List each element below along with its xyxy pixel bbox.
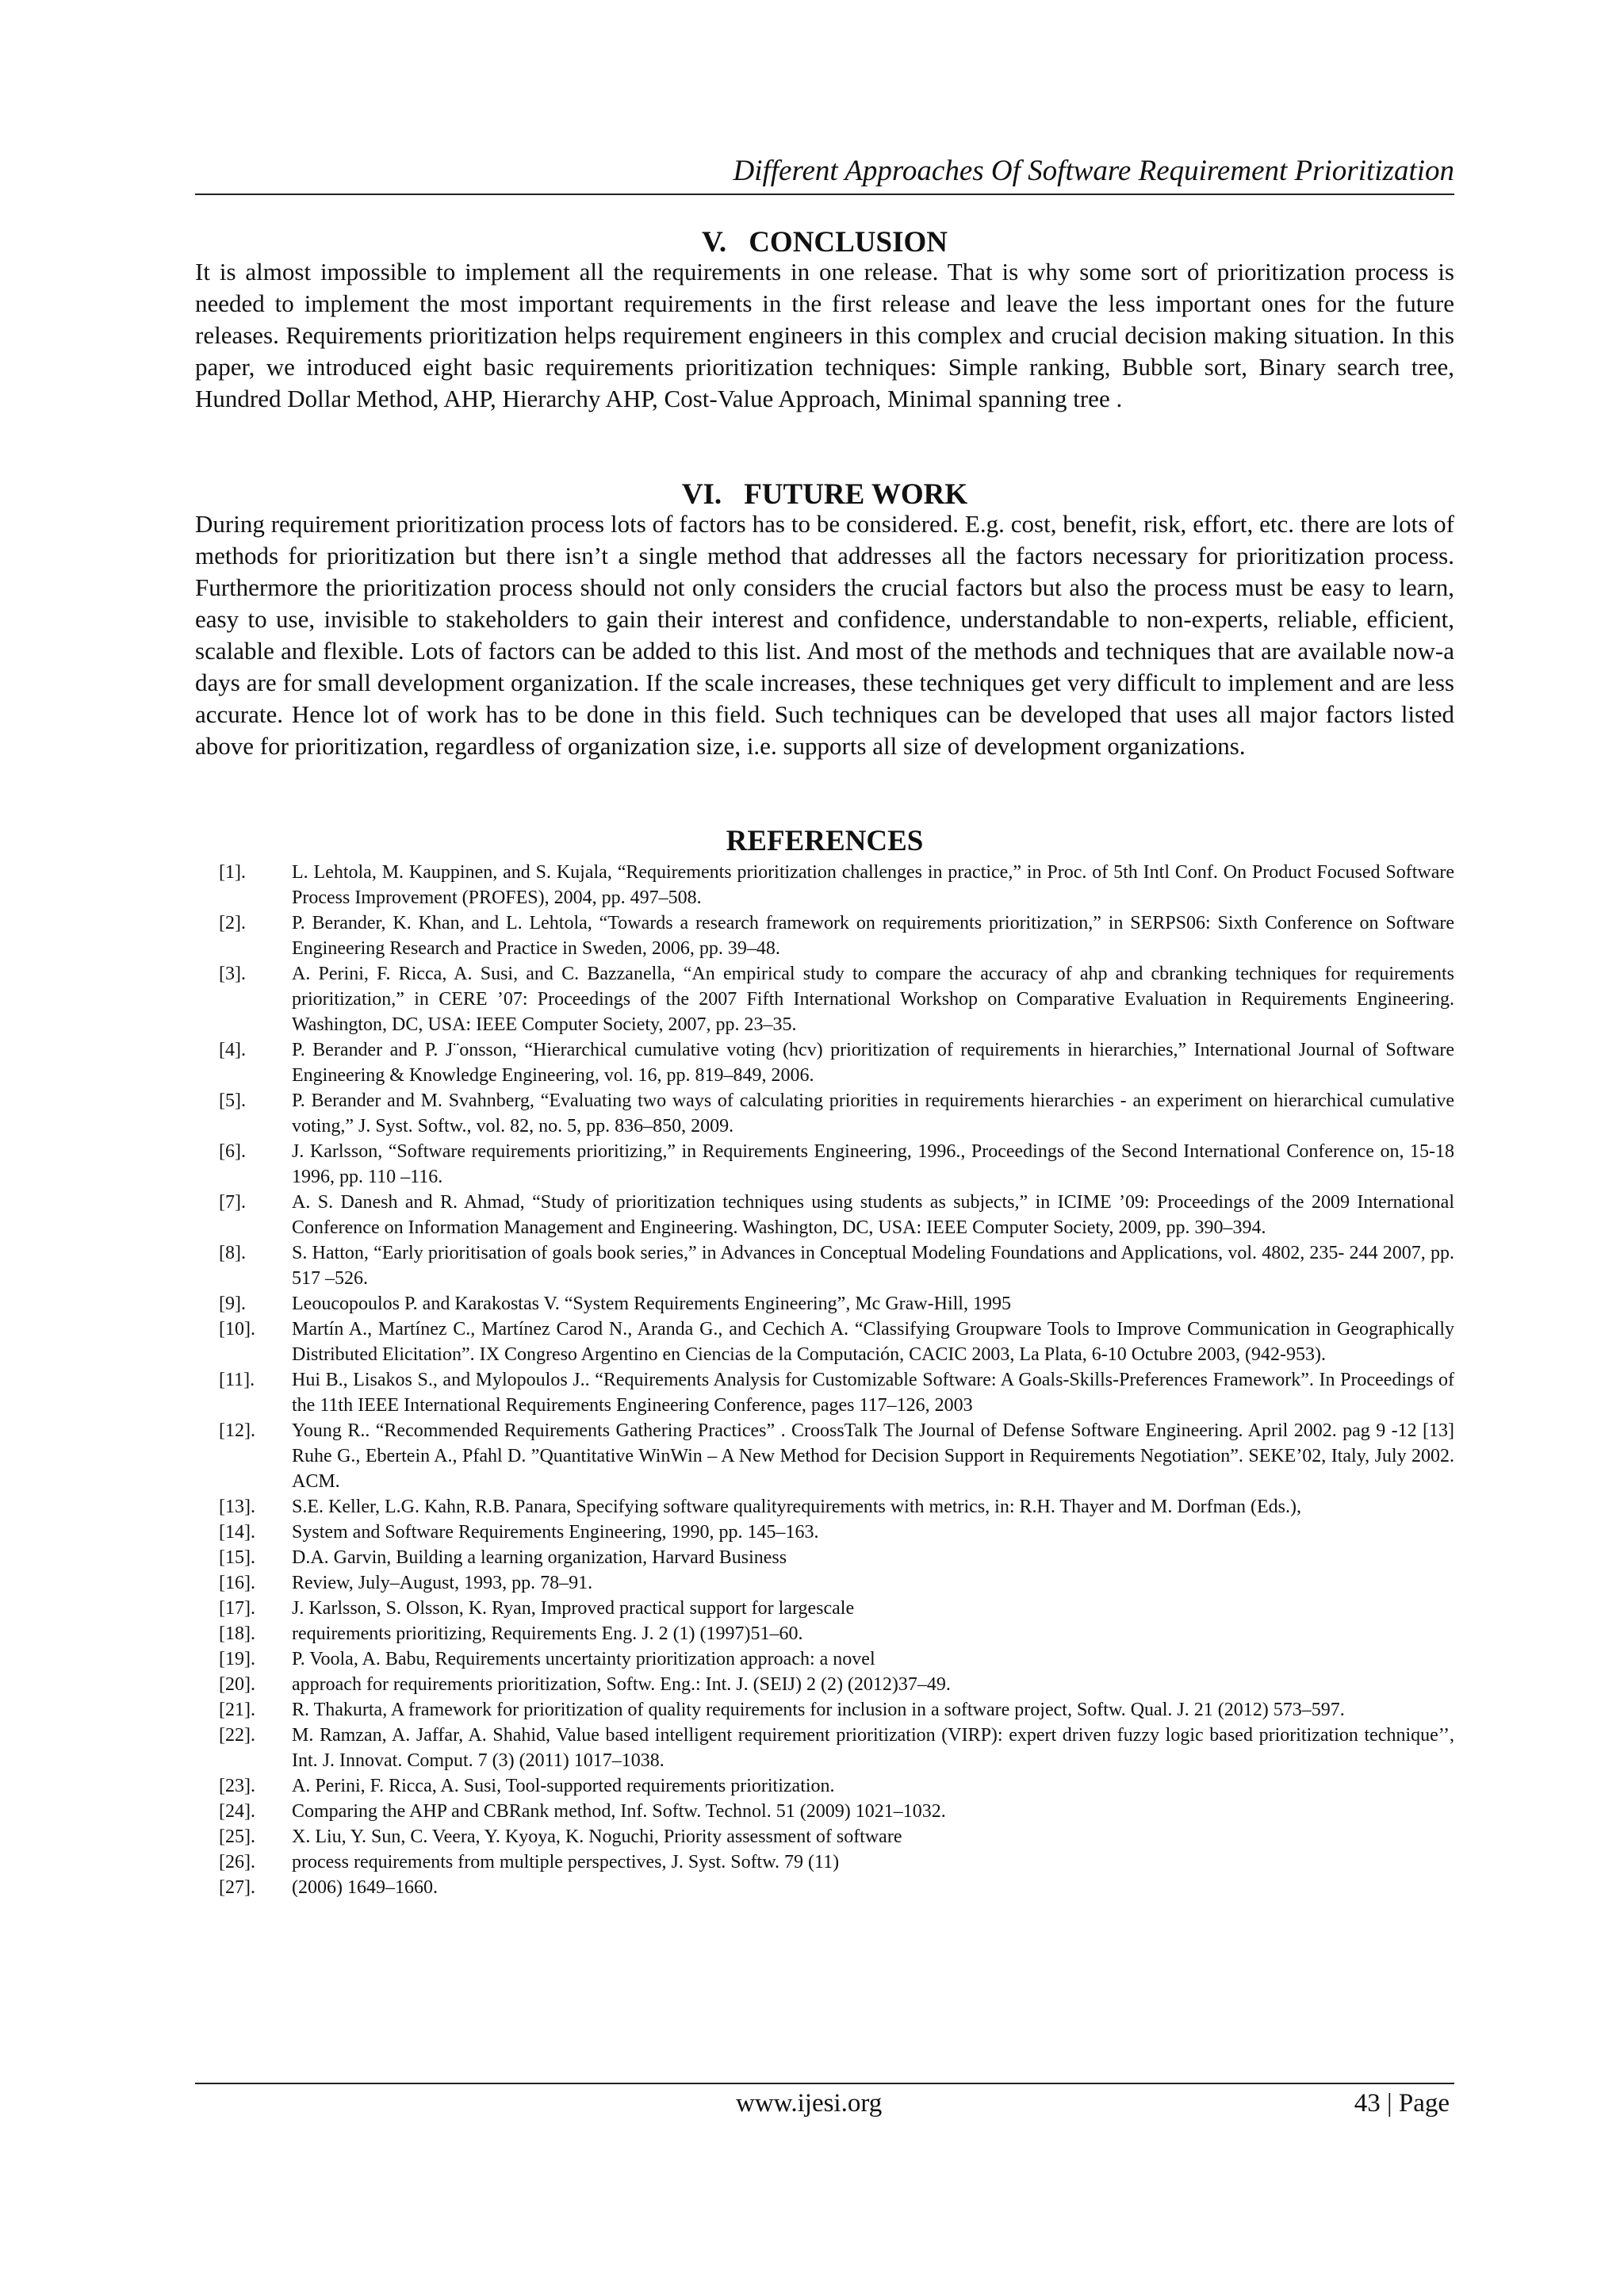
future-work-number: VI. bbox=[681, 478, 722, 511]
reference-item bbox=[195, 1291, 1454, 1317]
reference-number: [7]. bbox=[219, 1192, 246, 1213]
reference-item bbox=[195, 1190, 1454, 1240]
reference-text: Young R.. “Recommended Requirements Gathering Practices” . CroossTalk The Journal of Defense Software Engineering. April 2002. pag 9 -12 [13] Ruhe G., Ebertein A., Pfahl D. ”Quantitative WinWin – A New Method for Decision Support in Requirements Negotiation”. SEKE’02, Italy, July 2002. ACM. bbox=[292, 1420, 1454, 1492]
future-work-text: During requirement prioritization process lots of factors has to be considered. E.g. cost, benefit, risk, effort, etc. there are lots of methods for prioritization but there isn’t a single method that addresses all the factors necessary for prioritization process. Furthermore the prioritization process should not only considers the crucial factors but also the process must be easy to learn, easy to use, invisible to stakeholders to gain their interest and confidence, understandable to non-experts, reliable, efficient, scalable and flexible. Lots of factors can be added to this list. And most of the methods and techniques that are available now-a days are for small development organization. If the scale increases, these techniques get very difficult to implement and are less accurate. Hence lot of work has to be done in this field. Such techniques can be developed that uses all major factors listed above for prioritization, regardless of organization size, i.e. supports all size of development organizations. bbox=[195, 510, 1454, 760]
reference-item bbox=[195, 1367, 1454, 1418]
reference-number: [23]. bbox=[219, 1776, 255, 1796]
reference-item bbox=[195, 1824, 1454, 1849]
reference-text: process requirements from multiple perspectives, J. Syst. Softw. 79 (11) bbox=[292, 1852, 840, 1872]
reference-item bbox=[195, 1646, 1454, 1672]
reference-text: J. Karlsson, “Software requirements prioritizing,” in Requirements Engineering, 1996., Proceedings of the Second International Conference on, 15-18 1996, pp. 110 –116. bbox=[292, 1141, 1454, 1187]
reference-number: [3]. bbox=[219, 964, 246, 984]
reference-number: [12]. bbox=[219, 1420, 255, 1441]
reference-text: Review, July–August, 1993, pp. 78–91. bbox=[292, 1573, 593, 1593]
reference-number: [16]. bbox=[219, 1573, 255, 1593]
reference-item bbox=[195, 961, 1454, 1037]
reference-number: [14]. bbox=[219, 1522, 255, 1543]
reference-item bbox=[195, 1799, 1454, 1824]
reference-text: Hui B., Lisakos S., and Mylopoulos J.. “Requirements Analysis for Customizable Software: A Goals-Skills-Preferences Framework”. In Proceedings of the 11th IEEE International Requirements Engineering Conference, pages 117–126, 2003 bbox=[292, 1370, 1454, 1416]
reference-text: approach for requirements prioritization, Softw. Eng.: Int. J. (SEIJ) 2 (2) (2012)37–49. bbox=[292, 1674, 951, 1695]
references-heading: REFERENCES bbox=[726, 825, 924, 857]
reference-number: [21]. bbox=[219, 1700, 255, 1720]
footer-url: www.ijesi.org bbox=[736, 2089, 883, 2118]
reference-number: [18]. bbox=[219, 1623, 255, 1644]
reference-text: Martín A., Martínez C., Martínez Carod N., Aranda G., and Cechich A. “Classifying Groupware Tools to Improve Communication in Geographically Distributed Elicitation”. IX Congreso Argentino en Ciencias de la Computación, CACIC 2003, La Plata, 6-10 Octubre 2003, (942-953). bbox=[292, 1319, 1454, 1365]
reference-text: J. Karlsson, S. Olsson, K. Ryan, Improved practical support for largescale bbox=[292, 1598, 855, 1619]
reference-item bbox=[195, 1596, 1454, 1621]
reference-number: [22]. bbox=[219, 1725, 255, 1746]
reference-text: requirements prioritizing, Requirements Eng. J. 2 (1) (1997)51–60. bbox=[292, 1623, 803, 1644]
reference-item bbox=[195, 1037, 1454, 1088]
conclusion-text: It is almost impossible to implement all the requirements in one release. That is why some sort of prioritization process is needed to implement the most important requirements in the first release and leave the less important ones for the future releases. Requirements prioritization helps requirement engineers in this complex and crucial decision making situation. In this paper, we introduced eight basic requirements prioritization techniques: Simple ranking, Bubble sort, Binary search tree, Hundred Dollar Method, AHP, Hierarchy AHP, Cost-Value Approach, Minimal spanning tree . bbox=[195, 258, 1454, 412]
reference-item bbox=[195, 1139, 1454, 1190]
reference-number: [24]. bbox=[219, 1801, 255, 1822]
reference-text: Comparing the AHP and CBRank method, Inf. Softw. Technol. 51 (2009) 1021–1032. bbox=[292, 1801, 946, 1822]
footer-rule bbox=[195, 2083, 1454, 2084]
reference-number: [20]. bbox=[219, 1674, 255, 1695]
reference-number: [5]. bbox=[219, 1091, 246, 1111]
reference-number: [15]. bbox=[219, 1547, 255, 1568]
reference-item bbox=[195, 1697, 1454, 1723]
reference-number: [26]. bbox=[219, 1852, 255, 1872]
reference-item bbox=[195, 1418, 1454, 1494]
reference-item bbox=[195, 1240, 1454, 1291]
reference-number: [13]. bbox=[219, 1497, 255, 1517]
reference-text: S.E. Keller, L.G. Kahn, R.B. Panara, Specifying software qualityrequirements with metrics, in: R.H. Thayer and M. Dorfman (Eds.), bbox=[292, 1497, 1301, 1517]
reference-item bbox=[195, 1849, 1454, 1875]
reference-text: P. Berander, K. Khan, and L. Lehtola, “Towards a research framework on requirements prioritization,” in SERPS06: Sixth Conference on Software Engineering Research and Practice in Sweden, 2006, pp. 39–48. bbox=[292, 913, 1454, 959]
reference-number: [27]. bbox=[219, 1877, 255, 1898]
reference-text: P. Berander and M. Svahnberg, “Evaluating two ways of calculating priorities in requirements hierarchies - an experiment on hierarchical cumulative voting,” J. Syst. Softw., vol. 82, no. 5, pp. 836–850, 2009. bbox=[292, 1091, 1454, 1137]
reference-number: [6]. bbox=[219, 1141, 246, 1162]
reference-item bbox=[195, 1723, 1454, 1773]
reference-text: D.A. Garvin, Building a learning organization, Harvard Business bbox=[292, 1547, 787, 1568]
reference-item bbox=[195, 1672, 1454, 1697]
reference-text: R. Thakurta, A framework for prioritization of quality requirements for inclusion in a software project, Softw. Qual. J. 21 (2012) 573–597. bbox=[292, 1700, 1345, 1720]
reference-item bbox=[195, 860, 1454, 910]
running-header: Different Approaches Of Software Requirement Prioritization bbox=[733, 155, 1454, 187]
reference-text: A. Perini, F. Ricca, A. Susi, Tool-supported requirements prioritization. bbox=[292, 1776, 835, 1796]
reference-list bbox=[195, 860, 1454, 1900]
reference-number: [17]. bbox=[219, 1598, 255, 1619]
footer-page-number: 43 | Page bbox=[1354, 2089, 1450, 2118]
reference-item bbox=[195, 1545, 1454, 1570]
conclusion-number: V. bbox=[701, 226, 727, 259]
reference-text: X. Liu, Y. Sun, C. Veera, Y. Kyoya, K. Noguchi, Priority assessment of software bbox=[292, 1826, 902, 1847]
reference-item bbox=[195, 1621, 1454, 1646]
conclusion-title: CONCLUSION bbox=[749, 226, 948, 259]
reference-item bbox=[195, 1317, 1454, 1367]
reference-text: P. Voola, A. Babu, Requirements uncertainty prioritization approach: a novel bbox=[292, 1649, 875, 1669]
reference-item bbox=[195, 1773, 1454, 1799]
reference-number: [8]. bbox=[219, 1243, 246, 1263]
reference-number: [1]. bbox=[219, 862, 246, 883]
reference-text: S. Hatton, “Early prioritisation of goals book series,” in Advances in Conceptual Modeling Foundations and Applications, vol. 4802, 235- 244 2007, pp. 517 –526. bbox=[292, 1243, 1454, 1289]
reference-item bbox=[195, 1494, 1454, 1520]
reference-text: Leoucopoulos P. and Karakostas V. “System Requirements Engineering”, Mc Graw-Hill, 1995 bbox=[292, 1294, 1011, 1314]
reference-number: [25]. bbox=[219, 1826, 255, 1847]
reference-text: (2006) 1649–1660. bbox=[292, 1877, 438, 1898]
reference-text: P. Berander and P. J¨onsson, “Hierarchical cumulative voting (hcv) prioritization of requirements in hierarchies,” International Journal of Software Engineering & Knowledge Engineering, vol. 16, pp. 819–849, 2006. bbox=[292, 1040, 1454, 1086]
future-work-title: FUTURE WORK bbox=[744, 478, 968, 511]
reference-item bbox=[195, 1570, 1454, 1596]
reference-text: A. S. Danesh and R. Ahmad, “Study of prioritization techniques using students as subjects,” in ICIME ’09: Proceedings of the 2009 International Conference on Information Management and Engineering. Washington, DC, USA: IEEE Computer Society, 2009, pp. 390–394. bbox=[292, 1192, 1454, 1238]
reference-text: A. Perini, F. Ricca, A. Susi, and C. Bazzanella, “An empirical study to compare the accuracy of ahp and cbranking techniques for requirements prioritization,” in CERE ’07: Proceedings of the 2007 Fifth International Workshop on Comparative Evaluation in Requirements Engineering. Washington, DC, USA: IEEE Computer Society, 2007, pp. 23–35. bbox=[292, 964, 1454, 1035]
header-rule bbox=[195, 194, 1454, 195]
reference-number: [4]. bbox=[219, 1040, 246, 1060]
reference-number: [19]. bbox=[219, 1649, 255, 1669]
reference-number: [2]. bbox=[219, 913, 246, 933]
reference-item bbox=[195, 1520, 1454, 1545]
reference-number: [10]. bbox=[219, 1319, 255, 1340]
reference-text: M. Ramzan, A. Jaffar, A. Shahid, Value based intelligent requirement prioritization (VIRP): expert driven fuzzy logic based prioritization technique’’, Int. J. Innovat. Comput. 7 (3) (2011) 1017–1038. bbox=[292, 1725, 1454, 1771]
reference-item bbox=[195, 1875, 1454, 1900]
reference-number: [9]. bbox=[219, 1294, 246, 1314]
reference-text: System and Software Requirements Engineering, 1990, pp. 145–163. bbox=[292, 1522, 819, 1543]
reference-item bbox=[195, 910, 1454, 961]
reference-text: L. Lehtola, M. Kauppinen, and S. Kujala, “Requirements prioritization challenges in practice,” in Proc. of 5th Intl Conf. On Product Focused Software Process Improvement (PROFES), 2004, pp. 497–508. bbox=[292, 862, 1454, 908]
reference-number: [11]. bbox=[219, 1370, 255, 1390]
reference-item bbox=[195, 1088, 1454, 1139]
